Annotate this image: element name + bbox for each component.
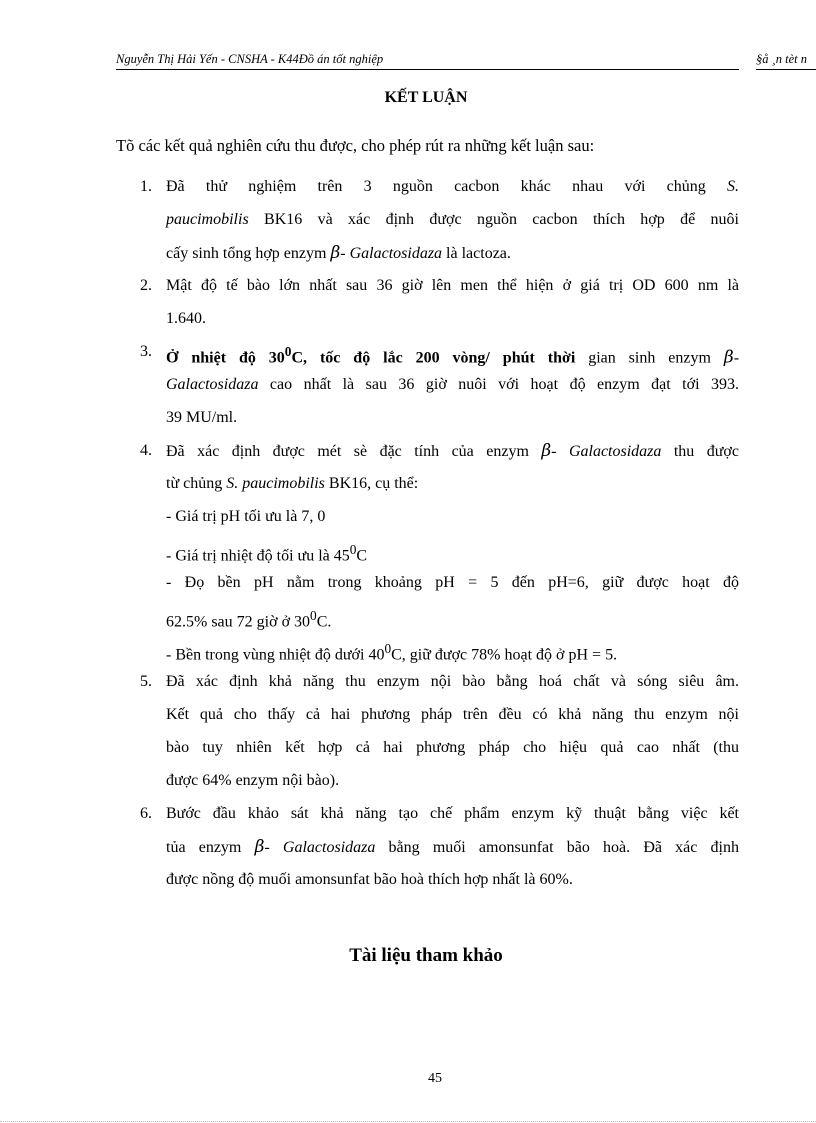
text: tủa enzym	[166, 839, 255, 856]
beta-symbol: β	[254, 837, 265, 857]
text: -	[733, 349, 740, 367]
text: C	[356, 547, 368, 565]
text: 62.5% sau 72 giờ ở 30	[166, 613, 311, 631]
item-number: 3.	[140, 343, 152, 360]
sub-item	[166, 634, 739, 667]
beta-symbol: β	[541, 441, 552, 461]
text: là lactoza.	[442, 245, 511, 262]
item-line	[166, 370, 739, 403]
item-line: Kết quả cho thấy cả hai phương pháp trên đều có khả năng thu enzym nội	[166, 706, 739, 723]
text: thu được	[661, 443, 739, 460]
header-rule-right	[756, 69, 816, 70]
page-title: KẾT LUẬN	[384, 89, 468, 106]
degree-superscript: 0	[284, 344, 292, 359]
enzyme-name: Galactosidaza	[166, 376, 259, 393]
header-rule	[116, 69, 739, 70]
item-line: Đã xác định khả năng thu enzym nội bào bằng hoá chất và sóng siêu âm.	[166, 673, 739, 690]
item-number: 1.	[140, 178, 152, 195]
sub-item	[166, 535, 739, 568]
list-item	[0, 337, 739, 436]
item-line: bào tuy nhiên kết hợp cả hai phương pháp cho hiệu quả cao nhất (thu	[166, 739, 739, 756]
text: bằng muối amonsunfat bão hoà. Đã xác định	[375, 839, 740, 856]
item-number: 5.	[140, 673, 152, 690]
list-item	[0, 271, 739, 337]
text: Đã xác định được mét sè đặc tính của enzym	[166, 443, 542, 460]
item-line: 39 MU/ml.	[166, 409, 238, 426]
item-number: 4.	[140, 442, 152, 459]
enzyme-name: - Galactosidaza	[340, 245, 443, 262]
item-line: được nồng độ muối amonsunfat bão hoà thích hợp nhất là 60%.	[166, 871, 573, 888]
species-name: S.	[727, 178, 739, 195]
beta-symbol: β	[330, 243, 341, 263]
species-name: S. paucimobilis	[226, 475, 325, 492]
degree-superscript: 0	[310, 608, 317, 623]
text: từ chủng	[166, 475, 227, 492]
item-line: Mật độ tế bào lớn nhất sau 36 giờ lên men thể hiện ở giá trị OD 600 nm là	[166, 277, 739, 294]
text: C, giữ được 78% hoạt độ ở pH = 5.	[391, 646, 618, 664]
degree-superscript: 0	[349, 542, 357, 557]
sub-item	[166, 601, 739, 634]
enzyme-name: - Galactosidaza	[551, 443, 662, 460]
conclusion-list	[0, 172, 816, 898]
sub-item: - Đọ bền pH nằm trong khoảng pH = 5 đến pH=6, giữ được hoạt độ	[166, 574, 739, 591]
bold-text: Ở nhiệt độ 30	[166, 349, 285, 367]
beta-symbol: β	[723, 347, 734, 368]
text: cao nhất là sau 36 giờ nuôi với hoạt độ enzym đạt tới 393.	[258, 376, 739, 393]
degree-superscript: 0	[384, 641, 392, 656]
list-item	[0, 436, 739, 667]
text: C.	[316, 613, 332, 631]
header-right: §å ¸n tèt n	[756, 52, 808, 66]
enzyme-name: - Galactosidaza	[264, 839, 376, 856]
item-line	[166, 238, 739, 271]
text: BK16, cụ thể:	[324, 475, 419, 492]
species-name: paucimobilis	[166, 211, 249, 228]
item-line: được 64% enzym nội bào).	[166, 772, 340, 789]
references-heading: Tài liệu tham khảo	[349, 945, 503, 966]
item-line	[166, 172, 739, 205]
sub-item: - Giá trị pH tối ưu là 7, 0	[166, 508, 326, 525]
text: - Bền trong vùng nhiệt độ dưới 40	[166, 646, 385, 664]
bold-text: C, tốc độ lắc 200 vòng/ phút thời	[291, 349, 576, 367]
item-number: 2.	[140, 277, 152, 294]
item-line: Bước đầu khảo sát khả năng tạo chế phẩm enzym kỹ thuật bằng việc kết	[166, 805, 739, 822]
text: - Giá trị nhiệt độ tối ưu là 45	[166, 547, 350, 565]
item-line	[166, 469, 739, 502]
header-left: Nguyễn Thị Hải Yến - CNSHA - K44Đồ án tốt nghiệp	[116, 52, 384, 66]
item-line	[166, 436, 739, 469]
bottom-rule	[0, 1121, 816, 1122]
text: gian sinh enzym	[575, 349, 724, 367]
list-item	[0, 667, 739, 799]
item-line	[166, 832, 739, 865]
intro-paragraph: Tõ các kết quả nghiên cứu thu được, cho phép rút ra những kết luận sau:	[116, 136, 595, 155]
list-item	[0, 172, 739, 271]
list-item	[0, 799, 739, 898]
page-number: 45	[428, 1071, 442, 1086]
text: BK16 và xác định được nguồn cacbon thích hợp để nuôi	[248, 211, 739, 228]
item-line	[166, 337, 739, 370]
item-line	[166, 205, 739, 238]
item-line: 1.640.	[166, 310, 206, 327]
item-number: 6.	[140, 805, 152, 822]
text: Đã thử nghiệm trên 3 nguồn cacbon khác nhau với chủng	[166, 178, 727, 195]
text: cấy sinh tổng hợp enzym	[166, 245, 331, 262]
